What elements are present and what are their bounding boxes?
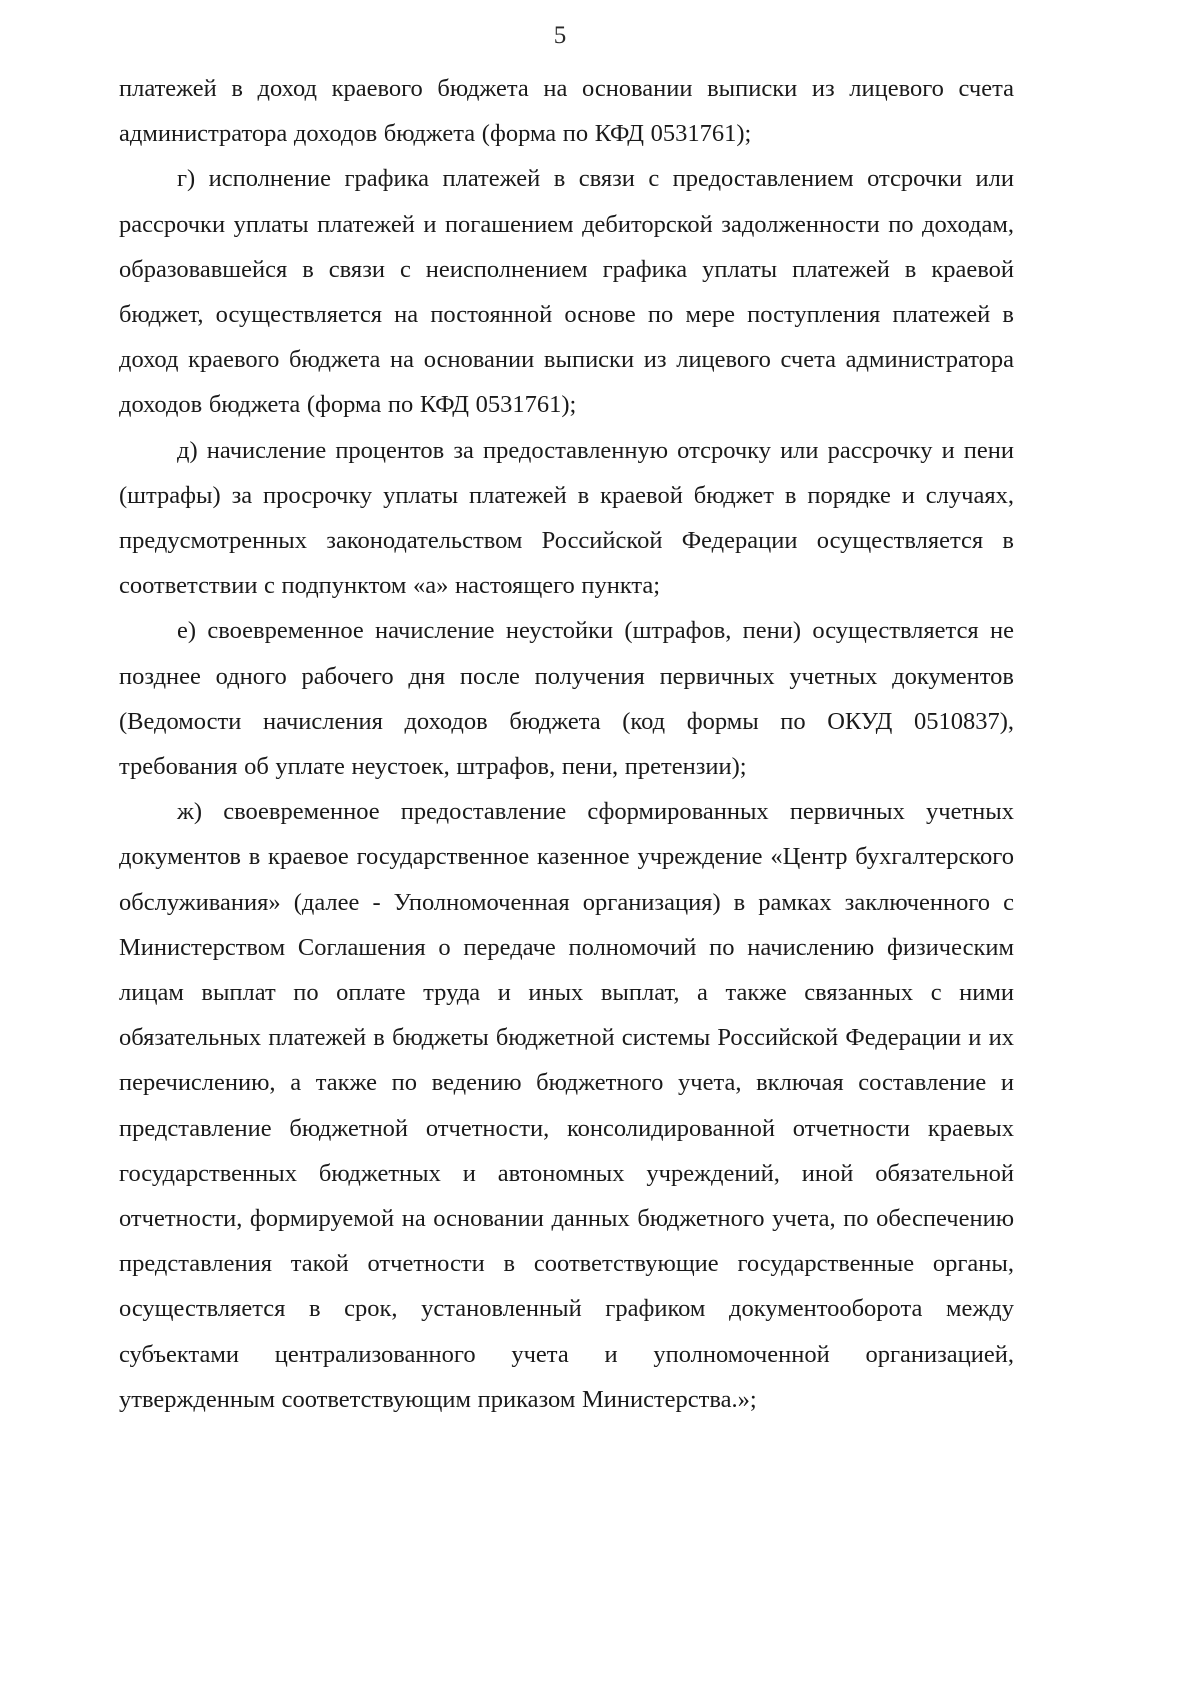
paragraph-item-zh: ж) своевременное предоставление сформированных первичных учетных документов в краевое государственное казенное учреждение «Центр бухгалтерского обслуживания» (далее - Уполномоченная организация) в рамках заключенного с Министерством Соглашения о передаче полномочий по начислению физическим лицам выплат по оплате труда и иных выплат, а также связанных с ними обязательных платежей в бюджеты бюджетной системы Российской Федерации и их перечислению, а также по ведению бюджетного учета, включая составление и представление бюджетной отчетности, консолидированной отчетности краевых государственных бюджетных и автономных учреждений, иной обязательной отчетности, формируемой на основании данных бюджетного учета, по обеспечению представления такой отчетности в соответствующие государственные органы, осуществляется в срок, установленный графиком документооборота между субъектами централизованного учета и уполномоченной организацией, утвержденным соответствующим приказом Министерства.»;	[119, 798, 1014, 1413]
document-body	[119, 66, 1014, 1422]
paragraph-item-e: е) своевременное начисление неустойки (штрафов, пени) осуществляется не позднее одного рабочего дня после получения первичных учетных документов (Ведомости начисления доходов бюджета (код формы по ОКУД 0510837), требования об уплате неустоек, штрафов, пени, претензии);	[119, 617, 1014, 781]
paragraph-item-g: г) исполнение графика платежей в связи с предоставлением отсрочки или рассрочки уплаты платежей и погашением дебиторской задолженности по доходам, образовавшейся в связи с неисполнением графика уплаты платежей в краевой бюджет, осуществляется на постоянной основе по мере поступления платежей в доход краевого бюджета на основании выписки из лицевого счета администратора доходов бюджета (форма по КФД 0531761);	[119, 165, 1014, 419]
paragraph-item-d: д) начисление процентов за предоставленную отсрочку или рассрочку и пени (штрафы) за просрочку уплаты платежей в краевой бюджет в порядке и случаях, предусмотренных законодательством Российской Федерации осуществляется в соответствии с подпунктом «а» настоящего пункта;	[119, 436, 1014, 600]
paragraph-continuation: платежей в доход краевого бюджета на основании выписки из лицевого счета администратора доходов бюджета (форма по КФД 0531761);	[119, 75, 1014, 148]
page-number: 5	[553, 22, 567, 49]
